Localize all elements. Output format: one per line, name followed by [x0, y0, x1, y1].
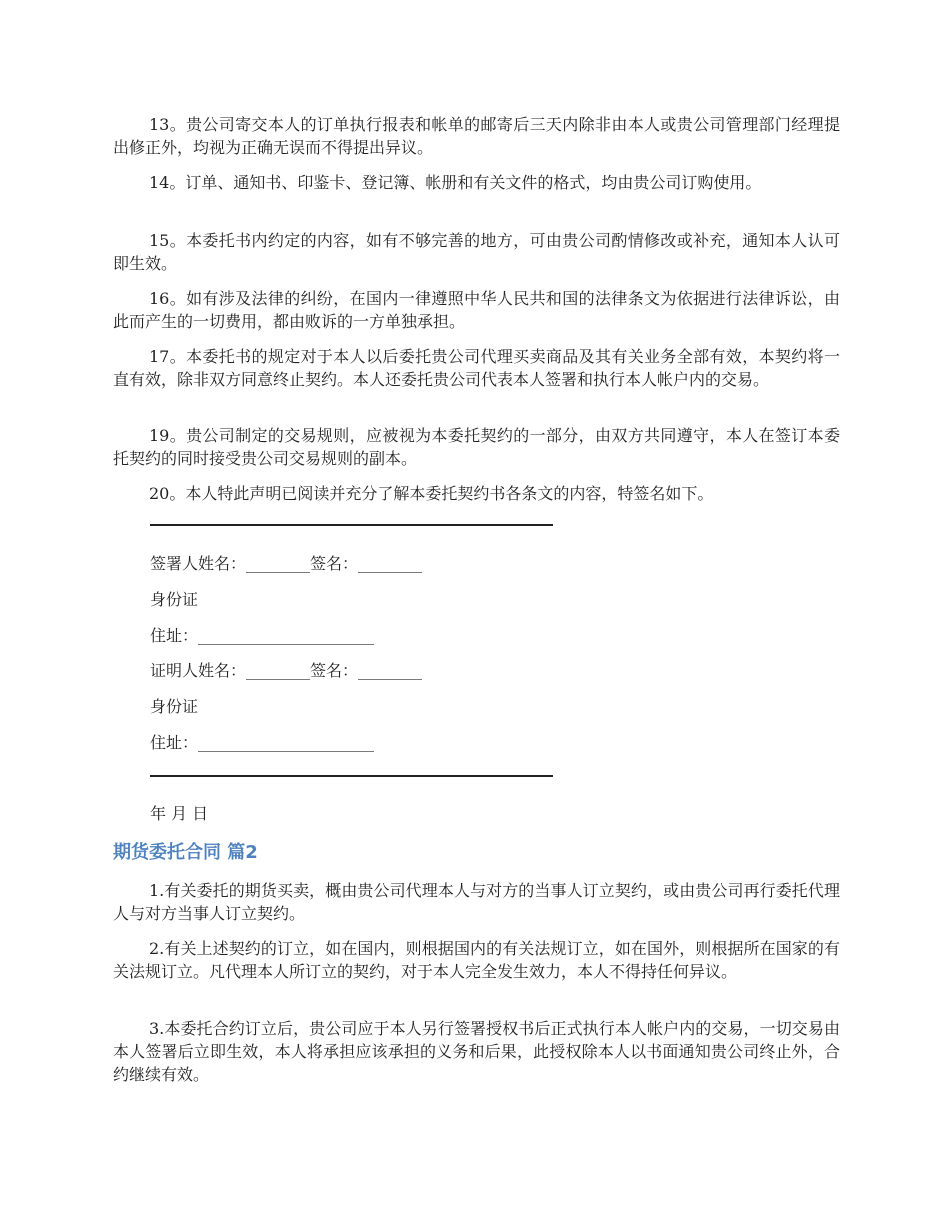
clause-13: 13。贵公司寄交本人的订单执行报表和帐单的邮寄后三天内除非由本人或贵公司管理部门经理提出修正外，均视为正确无误而不得提出异议。: [113, 115, 840, 157]
clause-20: 20。本人特此声明已阅读并充分了解本委托契约书各条文的内容，特签名如下。: [149, 484, 714, 503]
section-heading: 期货委托合同 篇2: [113, 842, 258, 863]
clause-14: 14。订单、通知书、印鉴卡、登记簿、帐册和有关文件的格式，均由贵公司订购使用。: [149, 173, 762, 192]
divider-bottom: [150, 775, 553, 777]
witness-address-line: 住址：______________________: [150, 733, 375, 752]
clause-19: 19。贵公司制定的交易规则，应被视为本委托契约的一部分，由双方共同遵守，本人在签订本委托契约的同时接受贵公司交易规则的副本。: [113, 426, 840, 468]
witness-name-line: 证明人姓名：________签名：________: [150, 661, 423, 680]
clause-16: 16。如有涉及法律的纠纷，在国内一律遵照中华人民共和国的法律条文为依据进行法律诉讼，由此而产生的一切费用，都由败诉的一方单独承担。: [113, 289, 840, 331]
clause-2-3: 3.本委托合约订立后，贵公司应于本人另行签署授权书后正式执行本人帐户内的交易，一切交易由本人签署后立即生效，本人将承担应该承担的义务和后果，此授权除本人以书面通知贵公司终止外，合约继续有效。: [113, 1019, 840, 1084]
clause-2-2: 2.有关上述契约的订立，如在国内，则根据国内的有关法规订立，如在国外，则根据所在国家的有关法规订立。凡代理本人所订立的契约，对于本人完全发生效力，本人不得持任何异议。: [113, 939, 840, 981]
clause-17: 17。本委托书的规定对于本人以后委托贵公司代理买卖商品及其有关业务全部有效，本契约将一直有效，除非双方同意终止契约。本人还委托贵公司代表本人签署和执行本人帐户内的交易。: [113, 347, 840, 389]
signer-id-label: 身份证: [150, 590, 199, 609]
signer-address-line: 住址：______________________: [150, 626, 375, 645]
divider-top: [150, 524, 553, 526]
signer-name-line: 签署人姓名：________签名：________: [150, 554, 423, 573]
date-line: 年 月 日: [150, 804, 209, 823]
clause-2-1: 1.有关委托的期货买卖，概由贵公司代理本人与对方的当事人订立契约，或由贵公司再行委托代理人与对方当事人订立契约。: [113, 881, 840, 923]
clause-15: 15。本委托书内约定的内容，如有不够完善的地方，可由贵公司酌情修改或补充，通知本人认可即生效。: [113, 231, 840, 273]
witness-id-label: 身份证: [150, 697, 199, 716]
